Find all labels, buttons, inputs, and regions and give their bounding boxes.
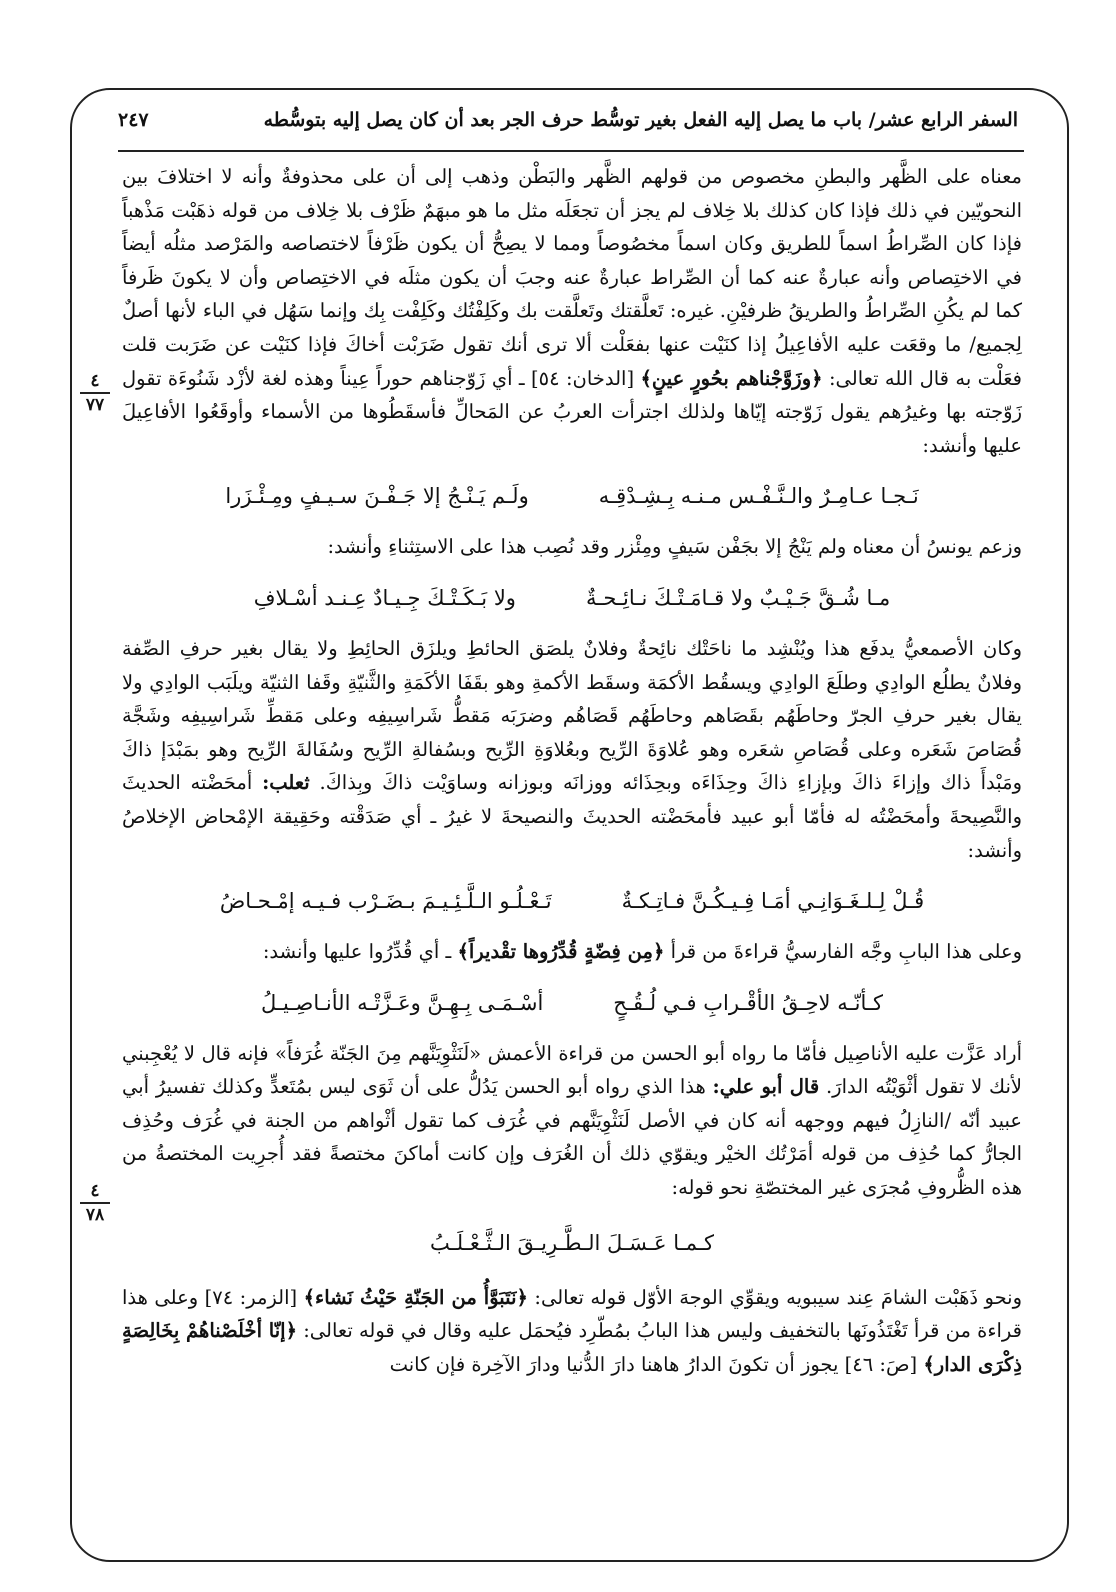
paragraph: وعلى هذا البابِ وجَّه الفارسيُّ قراءةَ من قرأ ﴿مِن فِضّةٍ قُدِّرُوها تقْديراً﴾ ـ أي قُدِّرُوا عليها وأنشد: [262,940,1022,964]
running-title: السفر الرابع عشر/ باب ما يصل إليه الفعل بغير توسُّط حرف الجر بعد أن كان يصل إليه بتوسُّطه [263,109,1018,131]
verse-second-hemistich: ولا بَـكَـتْـكَ جِـيـادٌ عِـنـد أسْـلافِ [253,585,516,610]
quran-quote: ﴿إنّا أخْلَصْناهُمْ بِخَالِصَةٍ ذِكْرَى الدار﴾ [122,1319,1022,1376]
header-rule [118,150,1024,152]
paragraph: وزعم يونسُ أن معناه ولم يَنْجُ إلا بجَفْن سَيفٍ ومِئْزر وقد نُصِب هذا على الاستِثناءِ وأنشد: [327,535,1022,559]
page-header [118,100,1018,140]
verse-second-hemistich: أسْـمَـى بِـهِـنَّ وعَـزَّتْـه الأنـاصِـيـلُ [261,990,544,1015]
verse-second-hemistich: تَـعْـلُـو الـلَّـئِـيـمَ بـضَـرْب فـيـه إمْـحـاضُ [219,889,552,914]
quran-quote: ﴿مِن فِضّةٍ قُدِّرُوها تقْديراً﴾ [457,940,665,964]
paragraph: وكان الأصمعيُّ يدفَع هذا ويُنْشِد ما ناحَتْك نائِحةٌ وفلانٌ يلصَق الحائطِ ويلزَق الحائِطِ ولا يقال بغير حرفِ الصِّفة وفلانٌ يطلُع الوادِي وطلَعَ الوادِي ويسقُط الأكمَة وسقَط الأكمةِ وهو بقَفَا الأكَمَةِ والثَّنيّةِ وقَفا الثنيّة ويلَبَب الوادِي ولا يقال بغير حرفِ الجرّ وحاطَهُم بقَصَاهم وحاطَهُم قَصَاهُم وضرَبَه مَقطُّ شَراسِيفِه وعلى مَقطِّ شَراسِيفِه وشَجَّة قُصَاصَ شَعَره وعلى قُصَاصِ شعَره وهو عُلاوَةَ الرِّيح وبعُلاوَةِ الرِّيح وبسُفالةِ الرِّيح وسُفَالةَ الرِّيح وهو بمَبْدَإ ذاكَ ومَبْدأَ ذاك وإزاءَ ذاكَ وبإزاءِ ذاكَ وحِذَاءَه وبحِذَائه ووزانَه وبوزانه وساوَيْت ذاكَ وبِذاكَ. ثعلب: أمحَضْته الحديثَ والنَّصِيحةَ وأمحَضْتُه له فأمّا أبو عبيد فأمحَضْته الحديثَ والنصيحةَ لا غيرُ ـ أي صَدَقْته وحَقِيقة الإمْحاض الإخلاصُ وأنشد: [122,636,1023,862]
verse-line [122,877,1022,925]
margin-marker [80,372,110,414]
paragraph: معناه على الظَّهر والبطنِ مخصوص من قولهم الظَّهر والبَطْن وذهب إلى أن على محذوفةٌ وأنه لا اختلافَ بين النحويّين في ذلك فإذا كان كذلك بلا خِلاف لم يجز أن تجعَلَه مثل ما هو مبهَمٌ ظَرْف بلا خِلاف من قوله ذهَبْت مَذْهباً فإذا كان الصِّراطُ اسماً للطريق وكان اسماً مخصُوصاً ومما لا يصِحُّ أن يكون ظَرْفاً لاختصاصه والمَرْصد مثلُه أيضاً في الاختِصاص وأنه عبارةٌ عنه كما أن الصِّراط عبارةٌ عنه وجبَ أن يكون مثلَه في الاختِصاص وأن لا يكونَ ظَرفاً كما لم يكُنِ الصِّراطُ والطريقُ ظرفيْنِ. غيره: تَعلَّقتك وتَعلَّقت بك وكَلِفْتُك وكَلِفْت بِك وإنما سَهُل في الباء لأنها أصلٌ لِجميع/ ما وقعَت عليه الأفاعِيلُ إذا كنَيْت عنها بفعَلْت ألا ترى أنك تقول ضَرَبْت أخاكَ فإذا كنَيْت عن ضَرَبت قلت فعَلْت به قال الله تعالى: ﴿وزَوَّجْناهم بحُورٍ عينٍ﴾ [الدخان: ٥٤] ـ أي زَوّجناهم حوراً عِيناً وهذه لغة لأزْد شَنُوءَة تقول زَوّجته بها وغيرُهم يقول زَوّجته إيّاها ولذلك اجترأت العربُ عن المَحالِّ فأسقَطُوها من الأسماء وأوقَعُوا الأفاعِيلَ عليها وأنشد: [122,165,1022,457]
quran-quote: ﴿نَتَبَوَّأُ من الجَنّةِ حَيْثُ نَشاء﴾ [303,1285,528,1309]
marker-volume: ٤ [80,1182,110,1204]
marker-volume: ٤ [80,372,110,394]
verse-line [122,472,1022,520]
speaker-label: قال أبو علي: [712,1075,820,1099]
verse-second-hemistich: ولَـم يَـنْـجُ إلا جَـفْـنَ سـيـفٍ ومِـئْـزَرا [225,484,529,509]
paragraph: أراد عَزَّت عليه الأناصِيل فأمّا ما رواه أبو الحسن من قراءة الأعمش «لَنَثْوِيَنَّهم مِنَ الجَنّة غُرَفاً» فإنه قال لا يُعْجِبني لأنك لا تقول أثْوَيْتُه الدارَ. قال أبو علي: هذا الذي رواه أبو الحسن يَدُلُّ على أن ثَوَى ليس بمُتَعدٍّ وكذلك تفسيرُ أبي عبيد أنّه /النازِلُ فيهم ووجهه أنه كان في الأصل لَنَثْوِيَنَّهم في غُرَف كما تقول أثْواهم من الجنة في غُرَف وحُذِف الجارُّ كما حُذِف من قوله أمَرْتُك الخيْر ويقوّي ذلك أن الغُرَف وإن كانت أماكنَ مختصةً فقد أُجرِيت المختصةُ من هذه الظُّروفِ مُجرَى غير المختصّةِ نحو قوله: [122,1041,1022,1200]
margin-marker [80,1182,110,1224]
verse-first-hemistich: كـأنّـه لاحِـقُ الأقْـرابِ فـي لُـقُـحٍ [613,990,884,1015]
verse-first-hemistich: مـا شُـقَّ جَـيْـبٌ ولا قـامَـتْـكَ نـائِـحـةٌ [585,585,891,610]
verse-line [122,1219,1022,1267]
verse-half-line: كـمـا عَـسَـلَ الـطَّـرِيـقَ الـثَّـعْـلَـبُ [429,1230,715,1255]
verse-first-hemistich: قُـلْ لِـلـغَـوَانِـي أمَـا فِـيـكُـنَّ فـاتِـكـةٌ [621,889,925,914]
marker-page: ٧٨ [85,1205,105,1225]
verse-line [122,979,1022,1027]
speaker-label: ثعلب: [262,771,310,795]
verse-first-hemistich: نَـجـا عـامِـرٌ والـنَّـفْـس مـنـه بِـشِـدْقِـه [598,484,919,509]
paragraph: ونحو ذَهَبْت الشامَ عِند سيبويه ويقوِّي الوجهَ الأوّل قوله تعالى: ﴿نَتَبَوَّأُ من الجَنّةِ حَيْثُ نَشاء﴾ [الزمر: ٧٤] وعلى هذا قراءة من قرأ تَغْتَذُونَها بالتخفيف وليس هذا البابُ بمُطّرِد فيُحمَل عليه وقال في قوله تعالى: ﴿إنّا أخْلَصْناهُمْ بِخَالِصَةٍ ذِكْرَى الدار﴾ [صَ: ٤٦] يجوز أن تكونَ الدارُ هاهنا دارَ الدُّنيا ودارَ الآخِرة فإن كانت [122,1285,1023,1376]
quran-quote: ﴿وزَوَّجْناهم بحُورٍ عينٍ﴾ [640,366,823,390]
page-body [122,160,1022,1381]
verse-line [122,574,1022,622]
page-number: ٢٤٧ [118,109,149,131]
marker-page: ٧٧ [85,395,105,415]
